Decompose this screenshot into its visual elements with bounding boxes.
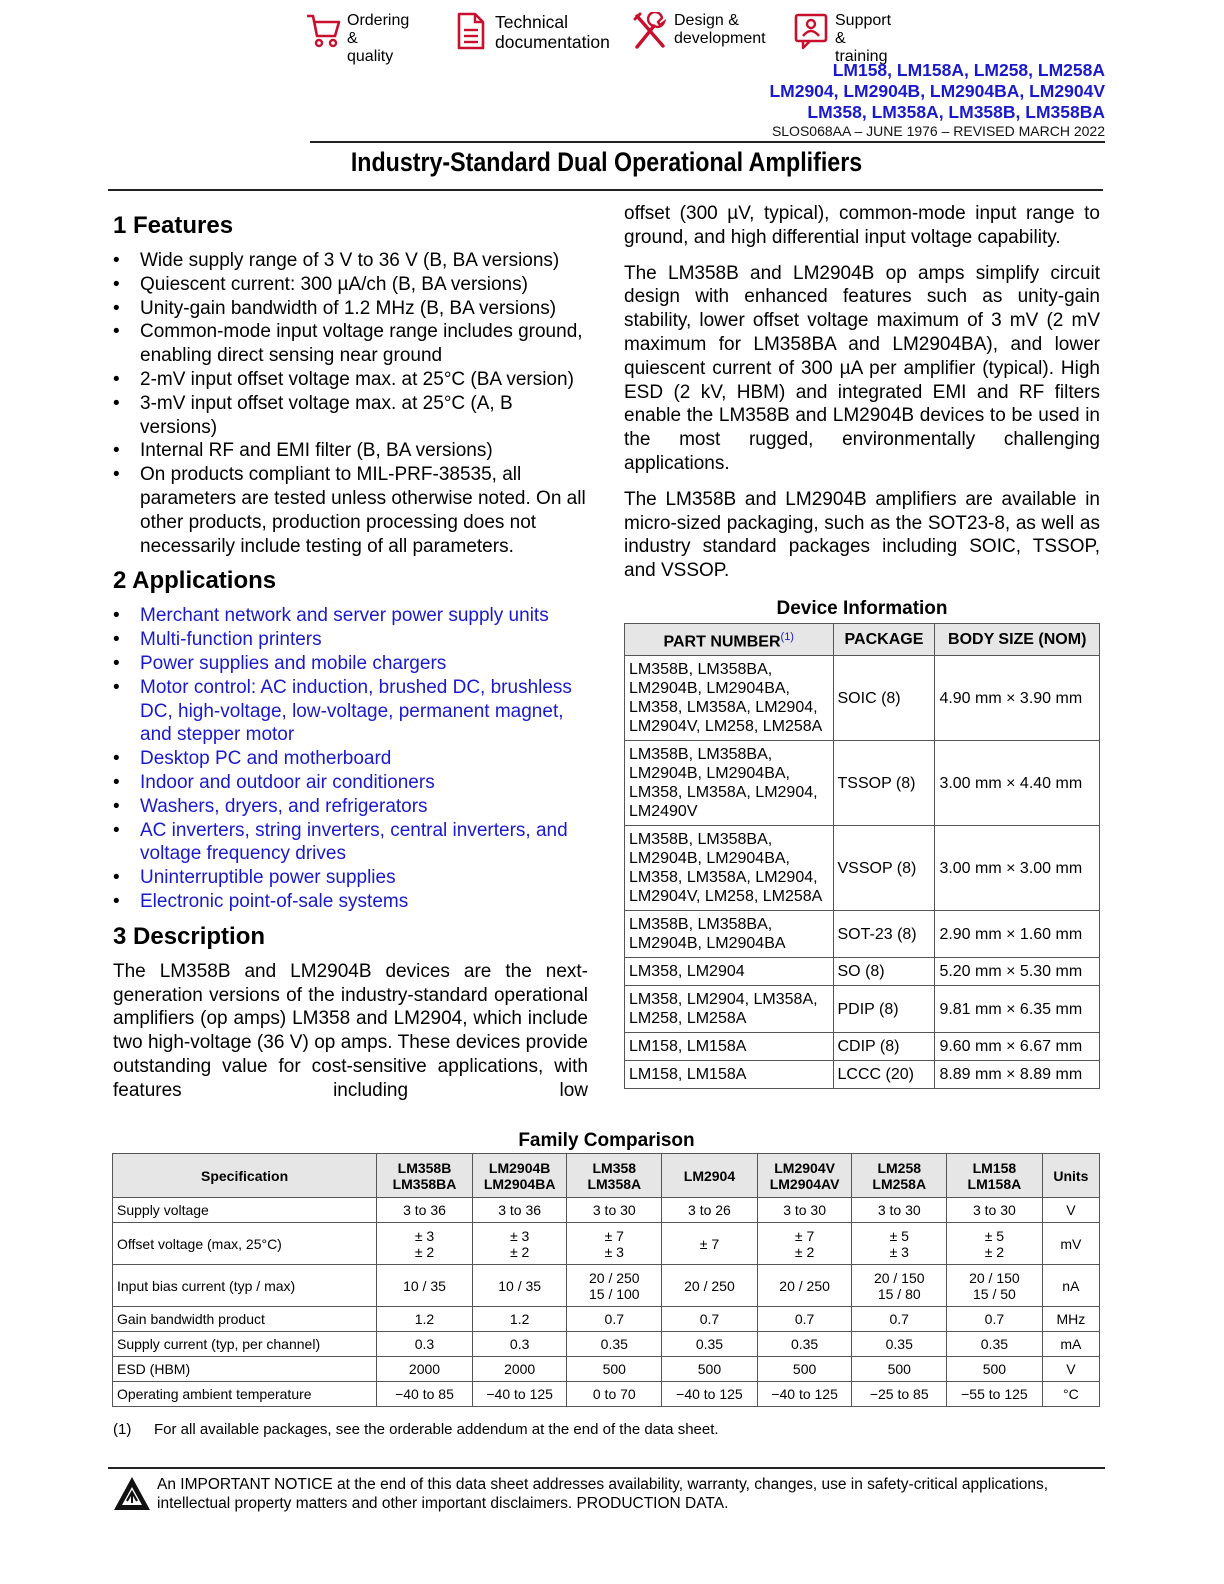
table-cell [377,1223,473,1265]
table-row [625,958,1100,986]
cell-value: ± 3 [889,1243,909,1260]
unit-cell: mA [1042,1332,1099,1357]
table-cell [852,1265,947,1307]
table-row [113,1198,1100,1223]
divider [310,141,1105,143]
table-cell: LM358, LM2904, LM358A, LM258, LM258A [625,986,834,1033]
table-cell [377,1265,473,1307]
table-cell [567,1382,662,1407]
table-cell: 9.81 mm × 6.35 mm [935,986,1100,1033]
table-cell [852,1307,947,1332]
description-paragraph: The LM358B and LM2904B op amps simplify circuit design with enhanced features such as unity-gain stability, lower offset voltage maximum of 3 mV (2 mV maximum for LM358BA and LM2904BA), and lower quiescent current of 300 µA per amplifier (typical). High ESD (2 kV, HBM) and integrated EMI and RF filters enable the LM358B and LM2904B devices to be used in the most rugged, environmentally challenging applications. [624,262,1100,474]
table-cell: 8.89 mm × 8.89 mm [935,1061,1100,1089]
cell-value: 500 [792,1361,817,1377]
nav-ordering-quality[interactable] [305,12,409,66]
table-cell [947,1357,1043,1382]
column-header [567,1154,662,1198]
unit-cell: °C [1042,1382,1099,1407]
table-cell: LM158, LM158A [625,1061,834,1089]
nav-label: Design & development [674,12,766,47]
header-line: LM358BA [392,1175,457,1192]
cell-value: ± 3 [414,1227,435,1244]
table-cell [567,1198,662,1223]
cell-value: ± 7 [604,1227,624,1244]
spec-name: Offset voltage (max, 25°C) [113,1223,377,1265]
footnote-link[interactable]: (1) [780,630,794,643]
cell-value: 1.2 [414,1311,435,1327]
table-cell [377,1382,473,1407]
footnote [113,1421,719,1438]
page-title: Industry-Standard Dual Operational Amplifiers [350,147,863,177]
list-item: • 2-mV input offset voltage max. at 25°C (BA version) [113,368,588,392]
table-header-row [113,1154,1100,1198]
table-cell [662,1332,758,1357]
table-cell: VSSOP (8) [833,826,935,911]
table-cell: LM358B, LM358BA, LM2904B, LM2904BA, LM358, LM358A, LM2904, LM2490V [625,741,834,826]
header-line: LM2904 [683,1167,736,1184]
unit-cell: V [1042,1357,1099,1382]
header-line: LM2904AV [769,1175,840,1192]
table-cell [852,1382,947,1407]
table-cell [472,1223,567,1265]
description-paragraph: The LM358B and LM2904B devices are the next-generation versions of the industry-standard operational amplifiers (op amps) LM358 and LM2904, which include two high-voltage (36 V) op amps. These devices provide outstanding value for cost-sensitive applications, with features including low [113,960,588,1101]
list-item [113,747,588,771]
cell-value: 500 [887,1361,911,1377]
cell-value: 20 / 150 [969,1269,1020,1286]
cell-value: 0.35 [600,1336,628,1352]
application-link[interactable]: Multi-function printers [140,629,322,651]
cell-value: −40 to 125 [676,1386,743,1402]
cell-value: 20 / 250 [779,1277,830,1294]
header-line: LM358A [587,1175,642,1192]
list-item: • Quiescent current: 300 µA/ch (B, BA versions) [113,273,588,297]
header-line: Units [1053,1167,1089,1184]
cell-value: 3 to 30 [972,1202,1016,1218]
table-cell: SOIC (8) [833,656,935,741]
table-row [113,1307,1100,1332]
cell-value: 1.2 [509,1311,530,1327]
cell-value: 20 / 250 [588,1269,640,1286]
warning-triangle-icon [113,1475,151,1513]
table-row [113,1223,1100,1265]
list-item [113,771,588,795]
list-item [113,676,588,747]
table-cell [567,1265,662,1307]
table-cell [947,1382,1043,1407]
table-cell [567,1357,662,1382]
cell-value: ± 2 [794,1243,815,1260]
table-cell [472,1307,567,1332]
table-cell [472,1332,567,1357]
table-cell: 9.60 mm × 6.67 mm [935,1033,1100,1061]
table-row [113,1382,1100,1407]
unit-cell: nA [1042,1265,1099,1307]
nav-label: Support & training [835,12,892,65]
cell-value: ± 3 [509,1227,530,1244]
shopping-cart-icon [305,12,341,50]
cell-value: 15 / 50 [972,1285,1016,1302]
table-cell [757,1307,852,1332]
table-row [113,1332,1100,1357]
cell-value: 0.35 [695,1336,724,1352]
table-row [625,741,1100,826]
table-cell [852,1357,947,1382]
cell-value: 0.7 [699,1311,720,1327]
features-list [113,249,588,558]
spec-name: Operating ambient temperature [113,1382,377,1407]
nav-technical-documentation[interactable] [453,12,610,52]
table-cell [662,1223,758,1265]
list-item: • On products compliant to MIL-PRF-38535, all parameters are tested unless otherwise noted. On all other products, production processing does not necessarily include testing of all parameters. [113,463,588,558]
header-line: LM358 [592,1159,637,1176]
cell-value: 15 / 80 [877,1285,921,1302]
application-link[interactable]: Washers, dryers, and refrigerators [140,795,428,817]
left-column [113,211,588,1103]
table-cell: LM358B, LM358BA, LM2904B, LM2904BA [625,911,834,958]
spec-name: Gain bandwidth product [113,1307,377,1332]
family-comparison-table [112,1153,1100,1407]
table-cell [472,1265,567,1307]
table-cell [947,1198,1043,1223]
tools-icon [632,12,668,50]
cell-value: 500 [697,1361,722,1377]
cell-value: 500 [982,1361,1007,1377]
cell-value: 2000 [408,1361,441,1377]
list-item [113,795,588,819]
footnote-mark: (1) [113,1421,132,1438]
table-cell [662,1265,758,1307]
table-cell [472,1382,567,1407]
table-cell: SO (8) [833,958,935,986]
table-row [625,826,1100,911]
table-cell: PDIP (8) [833,986,935,1033]
cell-value: 10 / 35 [498,1277,542,1294]
description-paragraph: The LM358B and LM2904B amplifiers are available in micro-sized packaging, such as the SOT23-8, as well as industry standard packages including SOIC, TSSOP, and VSSOP. [624,488,1100,582]
table-cell: SOT-23 (8) [833,911,935,958]
list-item: • Unity-gain bandwidth of 1.2 MHz (B, BA versions) [113,297,588,321]
important-notice [113,1475,1103,1513]
application-link[interactable]: Merchant network and server power supply units [140,605,549,627]
family-comparison-body [113,1198,1100,1407]
unit-cell: V [1042,1198,1099,1223]
cell-value: −25 to 85 [869,1386,929,1402]
nav-label: Technical documentation [495,12,610,52]
column-header: PACKAGE [833,623,935,655]
application-link[interactable]: Electronic point-of-sale systems [140,890,409,912]
application-link[interactable]: Indoor and outdoor air conditioners [140,771,435,793]
application-link[interactable]: Power supplies and mobile chargers [140,652,447,674]
table-cell: LM358B, LM358BA, LM2904B, LM2904BA, LM358, LM358A, LM2904, LM2904V, LM258, LM258A [625,656,834,741]
cell-value: −40 to 125 [771,1386,838,1402]
cell-value: 0.35 [790,1336,819,1352]
part-line[interactable]: LM158, LM158A, LM258, LM258A [832,60,1105,80]
table-cell: LM358, LM2904 [625,958,834,986]
list-item [113,819,588,867]
cell-value: 2000 [504,1361,536,1377]
table-cell [662,1357,758,1382]
device-info-body [625,656,1100,1089]
table-cell [947,1223,1043,1265]
column-header [472,1154,567,1198]
table-cell: LCCC (20) [833,1061,935,1089]
table-cell: CDIP (8) [833,1033,935,1061]
table-cell [947,1332,1043,1357]
table-cell [662,1307,758,1332]
features-heading: 1 Features [113,212,234,239]
description-heading: 3 Description [113,922,266,950]
description-paragraph: offset (300 µV, typical), common-mode input range to ground, and high differential input voltage capability. [624,203,1100,248]
table-row [113,1357,1100,1382]
cell-value: 3 to 26 [688,1202,731,1218]
table-header-row [625,623,1100,655]
table-cell [852,1332,947,1357]
table-cell [567,1307,662,1332]
family-comparison-caption: Family Comparison [518,1130,695,1151]
table-cell [947,1265,1043,1307]
application-link[interactable]: Desktop PC and motherboard [140,748,392,770]
applications-list [113,604,588,913]
cell-value: 500 [602,1361,626,1377]
cell-value: ± 5 [889,1227,909,1244]
cell-value: 3 to 36 [498,1202,542,1218]
cell-value: 15 / 100 [588,1285,640,1302]
spec-name: ESD (HBM) [113,1357,377,1382]
table-cell [757,1198,852,1223]
header-line: LM2904B [488,1159,551,1176]
notice-text: An IMPORTANT NOTICE at the end of this data sheet addresses availability, warranty, changes, use in safety-critical applications, intellectual property matters and other important disclaimers. PRODUCTION DATA. [157,1476,1049,1512]
table-cell: 5.20 mm × 5.30 mm [935,958,1100,986]
table-cell [662,1198,758,1223]
table-row [113,1265,1100,1307]
list-item [113,890,588,914]
table-cell [567,1223,662,1265]
spec-name: Input bias current (typ / max) [113,1265,377,1307]
part-line[interactable]: LM2904, LM2904B, LM2904BA, LM2904V [769,81,1105,101]
table-cell [757,1265,852,1307]
cell-value: 0.3 [509,1336,530,1352]
right-column [624,202,1100,1089]
table-row [625,1061,1100,1089]
column-header [377,1154,473,1198]
table-cell [852,1223,947,1265]
table-cell [757,1223,852,1265]
cell-value: ± 3 [604,1243,624,1260]
table-cell [377,1332,473,1357]
list-item: • Wide supply range of 3 V to 36 V (B, BA versions) [113,249,588,273]
cell-value: 3 to 30 [783,1202,827,1218]
cell-value: −40 to 125 [486,1386,553,1402]
cell-value: 0.7 [794,1311,815,1327]
nav-label: Ordering & quality [347,12,410,65]
table-row [625,656,1100,741]
cell-value: 0.35 [885,1336,913,1352]
spec-name: Supply current (typ, per channel) [113,1332,377,1357]
document-icon [453,12,489,50]
table-row [625,986,1100,1033]
header-line: LM2904BA [483,1175,556,1192]
application-link[interactable]: Uninterruptible power supplies [140,867,396,889]
cell-value: 0 to 70 [592,1386,636,1402]
list-item [113,604,588,628]
column-header [852,1154,947,1198]
support-person-icon [793,12,829,50]
table-cell [472,1198,567,1223]
table-cell [377,1307,473,1332]
table-cell: 3.00 mm × 4.40 mm [935,741,1100,826]
column-header [113,1154,377,1198]
unit-cell: MHz [1042,1307,1099,1332]
list-item [113,628,588,652]
cell-value: ± 7 [794,1227,815,1244]
spec-name: Supply voltage [113,1198,377,1223]
footnote-text: For all available packages, see the orderable addendum at the end of the data sheet. [154,1421,719,1438]
header-line: LM2904V [774,1159,835,1176]
device-info-table [624,623,1100,1089]
list-item: • 3-mV input offset voltage max. at 25°C (A, B versions) [113,392,588,440]
column-header [1042,1154,1099,1198]
cell-value: 10 / 35 [403,1277,446,1294]
cell-value: ± 5 [984,1227,1005,1244]
part-line[interactable]: LM358, LM358A, LM358B, LM358BA [807,102,1105,122]
divider [108,189,1103,191]
header-line: LM158 [972,1159,1017,1176]
cell-value: 0.7 [604,1311,625,1327]
table-cell [757,1357,852,1382]
table-cell [377,1198,473,1223]
cell-value: 20 / 250 [684,1277,735,1294]
list-item [113,866,588,890]
header-line: Specification [201,1167,289,1184]
cell-value: ± 2 [984,1243,1005,1260]
cell-value: −55 to 125 [961,1386,1028,1402]
cell-value: 0.7 [984,1311,1005,1327]
table-cell [377,1357,473,1382]
application-link[interactable]: AC inverters, string inverters, central inverters, and voltage frequency drives [140,819,568,865]
cell-value: ± 2 [414,1243,435,1260]
applications-heading: 2 Applications [113,567,277,595]
cell-value: 0.35 [980,1336,1009,1352]
list-item: • Internal RF and EMI filter (B, BA versions) [113,439,588,463]
column-header [662,1154,758,1198]
list-item: • Common-mode input voltage range includes ground, enabling direct sensing near ground [113,320,588,368]
column-header: PART NUMBER$^{(1)}$ [625,623,834,655]
nav-support-training[interactable] [793,12,891,66]
table-cell [757,1382,852,1407]
column-header [757,1154,852,1198]
table-cell [567,1332,662,1357]
cell-value: 0.7 [889,1311,909,1327]
part-number-header [769,60,1105,123]
table-row [625,1033,1100,1061]
table-cell: TSSOP (8) [833,741,935,826]
table-cell: 2.90 mm × 1.60 mm [935,911,1100,958]
cell-value: 0.3 [414,1336,435,1352]
list-item [113,652,588,676]
table-cell [852,1198,947,1223]
divider [108,1467,1105,1469]
table-cell [757,1332,852,1357]
device-info-caption: Device Information [776,597,948,619]
header-line: LM258 [877,1159,922,1176]
table-cell: 3.00 mm × 3.00 mm [935,826,1100,911]
nav-design-development[interactable] [632,12,766,50]
column-header [947,1154,1043,1198]
header-line: LM258A [872,1175,927,1192]
table-row [625,911,1100,958]
cell-value: 20 / 150 [873,1269,925,1286]
table-cell [662,1382,758,1407]
cell-value: 3 to 36 [403,1202,446,1218]
application-link[interactable]: Motor control: AC induction, brushed DC, brushless DC, high-voltage, low-voltage, permanent magnet, and stepper motor [140,676,572,746]
cell-value: ± 7 [699,1235,720,1252]
table-cell: LM358B, LM358BA, LM2904B, LM2904BA, LM358, LM358A, LM2904, LM2904V, LM258, LM258A [625,826,834,911]
header-line: LM358B [397,1159,452,1176]
cell-value: −40 to 85 [395,1386,454,1402]
cell-value: 3 to 30 [592,1202,636,1218]
cell-value: 3 to 30 [877,1202,921,1218]
table-cell: 4.90 mm × 3.90 mm [935,656,1100,741]
table-cell [472,1357,567,1382]
header-line: LM158A [967,1175,1022,1192]
unit-cell: mV [1042,1223,1099,1265]
cell-value: ± 2 [509,1243,530,1260]
column-header: BODY SIZE (NOM) [935,623,1100,655]
document-id: SLOS068AA – JUNE 1976 – REVISED MARCH 2022 [771,123,1105,139]
table-cell: LM158, LM158A [625,1033,834,1061]
table-cell [947,1307,1043,1332]
